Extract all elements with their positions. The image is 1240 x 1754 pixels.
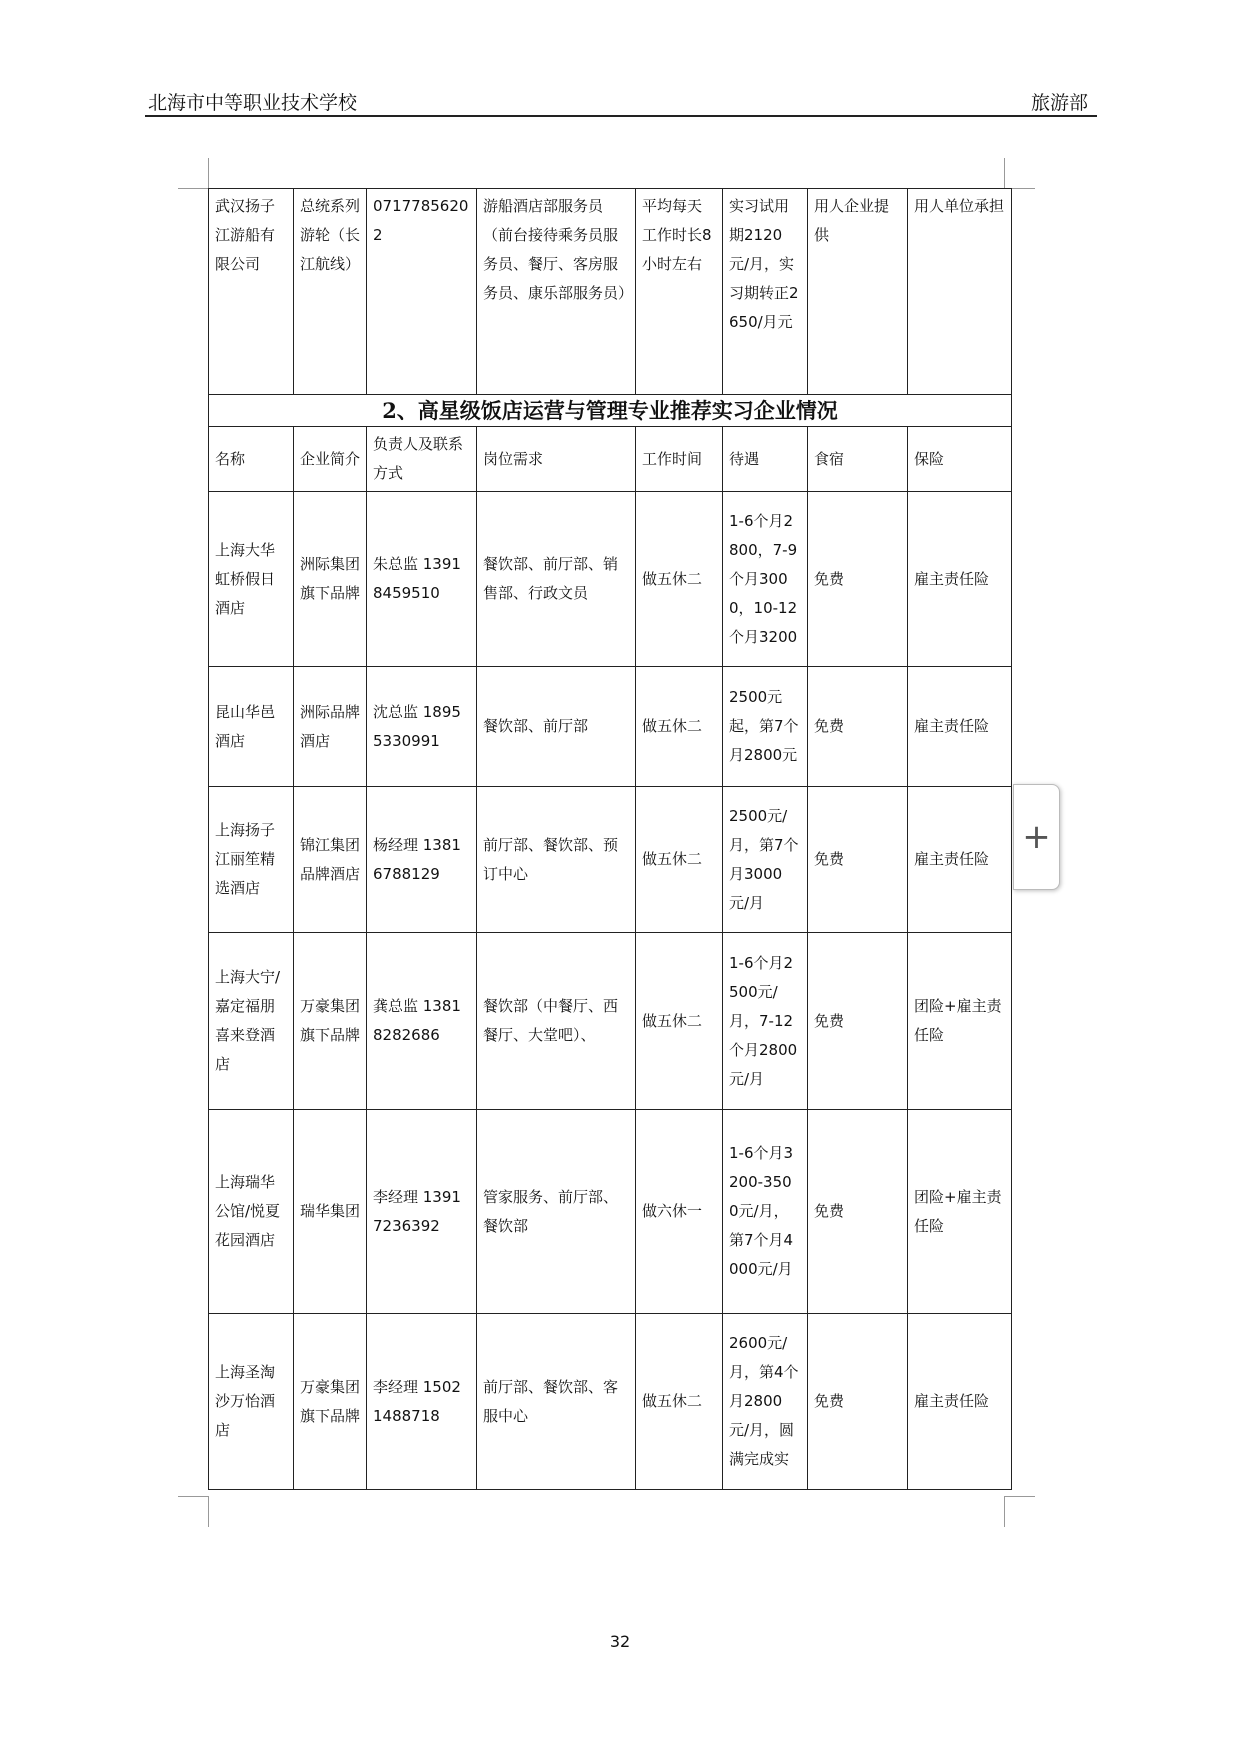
page-number: 32 — [609, 1632, 631, 1651]
crop-mark-top-left — [178, 158, 209, 189]
table-cell: 做五休二 — [636, 492, 723, 667]
table-cell: 免费 — [808, 667, 908, 787]
table-cell: 龚总监 13818282686 — [367, 933, 477, 1110]
table-cell: 实习试用期2120元/月，实习期转正2650/月元 — [723, 189, 808, 395]
table-cell: 做五休二 — [636, 787, 723, 933]
table-cell: 锦江集团品牌酒店 — [294, 787, 367, 933]
table-cell: 免费 — [808, 933, 908, 1110]
table-cell: 上海扬子江丽笙精选酒店 — [209, 787, 294, 933]
table-cell: 用人企业提供 — [808, 189, 908, 395]
column-header: 企业简介 — [294, 427, 367, 492]
table-cell: 做五休二 — [636, 933, 723, 1110]
table-cell: 总统系列游轮（长江航线） — [294, 189, 367, 395]
table-cell: 2500元/月，第7个月3000元/月 — [723, 787, 808, 933]
column-header: 待遇 — [723, 427, 808, 492]
table-row — [209, 1110, 1012, 1314]
header-department: 旅游部 — [1030, 92, 1088, 114]
table-cell: 1-6个月3200-3500元/月，第7个月4000元/月 — [723, 1110, 808, 1314]
table-cell: 李经理 13917236392 — [367, 1110, 477, 1314]
table-cell: 做五休二 — [636, 667, 723, 787]
table-row — [209, 933, 1012, 1110]
table-cell: 游船酒店部服务员（前台接待乘务员服务员、餐厅、客房服务员、康乐部服务员） — [477, 189, 636, 395]
table-cell: 1-6个月2500元/月，7-12个月2800元/月 — [723, 933, 808, 1110]
table-cell: 团险+雇主责任险 — [908, 933, 1012, 1110]
table-cell: 上海瑞华公馆/悦夏花园酒店 — [209, 1110, 294, 1314]
table-cell: 前厅部、餐饮部、预订中心 — [477, 787, 636, 933]
add-row-button[interactable] — [1013, 784, 1060, 890]
column-header: 工作时间 — [636, 427, 723, 492]
column-header: 名称 — [209, 427, 294, 492]
section-title-row — [209, 395, 1012, 427]
header-school-name: 北海市中等职业技术学校 — [148, 92, 358, 114]
table-row — [209, 787, 1012, 933]
table-cell: 万豪集团旗下品牌 — [294, 1314, 367, 1490]
table-cell: 雇主责任险 — [908, 492, 1012, 667]
table-cell: 杨经理 13816788129 — [367, 787, 477, 933]
table-cell: 朱总监 13918459510 — [367, 492, 477, 667]
table-cell: 管家服务、前厅部、餐饮部 — [477, 1110, 636, 1314]
table-cell: 李经理 15021488718 — [367, 1314, 477, 1490]
table-cell: 前厅部、餐饮部、客服中心 — [477, 1314, 636, 1490]
table-row — [209, 1314, 1012, 1490]
table-cell: 沈总监 18955330991 — [367, 667, 477, 787]
table-cell: 瑞华集团 — [294, 1110, 367, 1314]
table-cell: 洲际集团旗下品牌 — [294, 492, 367, 667]
table-header-row — [209, 427, 1012, 492]
table-cell: 餐饮部、前厅部、销售部、行政文员 — [477, 492, 636, 667]
table-cell: 用人单位承担 — [908, 189, 1012, 395]
table-cell: 免费 — [808, 787, 908, 933]
table-cell: 免费 — [808, 1110, 908, 1314]
table-cell: 07177856202 — [367, 189, 477, 395]
plus-icon: + — [1022, 817, 1051, 857]
crop-mark-top-right — [1004, 158, 1035, 189]
table-cell: 昆山华邑酒店 — [209, 667, 294, 787]
table-cell: 上海大华虹桥假日酒店 — [209, 492, 294, 667]
table-row — [209, 189, 1012, 395]
section-title: 2、高星级饭店运营与管理专业推荐实习企业情况 — [209, 395, 1012, 427]
table-row — [209, 492, 1012, 667]
table-cell: 做六休一 — [636, 1110, 723, 1314]
table-cell: 1-6个月2800，7-9个月3000，10-12个月3200 — [723, 492, 808, 667]
table-cell: 2500元起，第7个月2800元 — [723, 667, 808, 787]
table-row — [209, 667, 1012, 787]
column-header: 负责人及联系方式 — [367, 427, 477, 492]
table-cell: 2600元/月，第4个月2800元/月，圆满完成实 — [723, 1314, 808, 1490]
header-rule — [145, 115, 1097, 117]
table-cell: 万豪集团旗下品牌 — [294, 933, 367, 1110]
table-cell: 雇主责任险 — [908, 667, 1012, 787]
table-cell: 雇主责任险 — [908, 1314, 1012, 1490]
column-header: 岗位需求 — [477, 427, 636, 492]
column-header: 食宿 — [808, 427, 908, 492]
table-cell: 上海大宁/嘉定福朋喜来登酒店 — [209, 933, 294, 1110]
table-cell: 上海圣淘沙万怡酒店 — [209, 1314, 294, 1490]
crop-mark-bottom-right — [1004, 1496, 1035, 1527]
table-cell: 做五休二 — [636, 1314, 723, 1490]
table-cell: 雇主责任险 — [908, 787, 1012, 933]
table-cell: 团险+雇主责任险 — [908, 1110, 1012, 1314]
table-cell: 餐饮部、前厅部 — [477, 667, 636, 787]
table-cell: 洲际品牌酒店 — [294, 667, 367, 787]
table-cell: 平均每天工作时长8小时左右 — [636, 189, 723, 395]
crop-mark-bottom-left — [178, 1496, 209, 1527]
table-cell: 免费 — [808, 492, 908, 667]
table-cell: 武汉扬子江游船有限公司 — [209, 189, 294, 395]
table-cell: 免费 — [808, 1314, 908, 1490]
table-cell: 餐饮部（中餐厅、西餐厅、大堂吧）、 — [477, 933, 636, 1110]
column-header: 保险 — [908, 427, 1012, 492]
internship-table — [208, 188, 1012, 1490]
